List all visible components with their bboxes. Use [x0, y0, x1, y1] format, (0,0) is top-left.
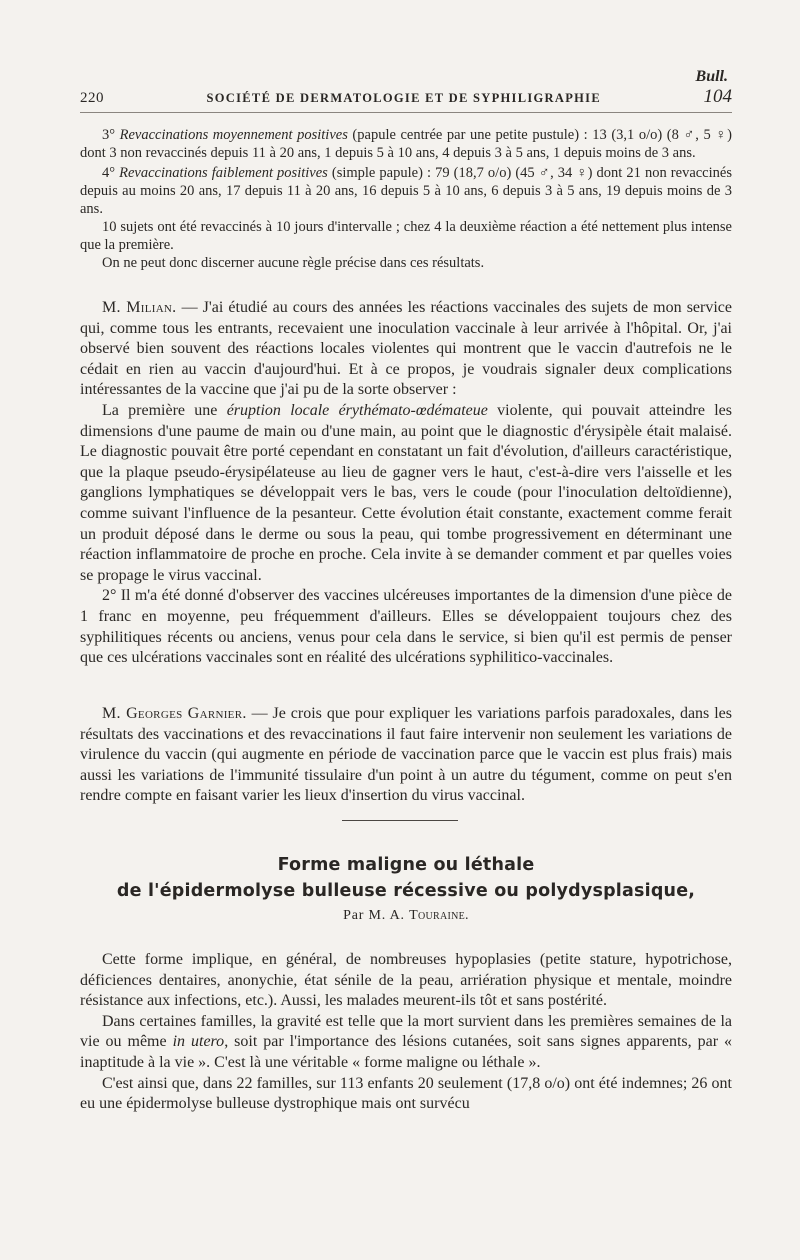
paragraph: C'est ainsi que, dans 22 familles, sur 113 enfants 20 seulement (17,8 o/o) ont été indemnes; 26 ont eu une épidermolyse bulleuse dystrophique mais ont survécu — [80, 1074, 732, 1113]
paragraph-text: La première une — [102, 401, 227, 419]
emphasis-text: in utero — [172, 1033, 225, 1051]
paragraph — [80, 704, 732, 807]
byline-prefix: Par M. A. — [343, 908, 410, 923]
result-item-4 — [80, 164, 732, 218]
paragraph — [80, 298, 732, 401]
paragraph-text: violente, qui pouvait atteindre les dimensions d'une paume de main ou d'une main, au point que le diagnostic d'érysipèle était malaisé. Le diagnostic pouvait être porté cependant en constatant un fait d'évolution, d'ailleurs caractéristique, que la plaque pseudo-érysipélateuse au lieu de gagner vers le haut, c'est-à-dire vers l'aisselle et les ganglions lymphatiques se développait vers le bas, vers le coude (pour l'inoculation deltoïdienne), comme suivant l'influence de la pesanteur. Cette évolution était constante, exactement comme ferait un produit déposé dans le derme ou sous la peau, qui tombe progressivement en déterminant une réaction inflammatoire de proche en proche. Cela invite à se demander comment et par quelles voies se propage le virus vaccinal. — [80, 401, 733, 584]
journal-title: SOCIÉTÉ DE DERMATOLOGIE ET DE SYPHILIGRAPHIE — [206, 91, 601, 105]
title-line: de l'épidermolyse bulleuse récessive ou polydysplasique, — [116, 881, 696, 901]
paragraph-text: — Je crois que pour expliquer les variations parfois paradoxales, dans les résultats des vaccinations et des revaccinations il faut faire intervenir non seulement les variations de virulence du vaccin (qui augmente en période de vaccination parce que le vaccin est plus frais) mais aussi les variations de l'immunité tissulaire d'un point à un autre du tégument, comme on peut s'en rendre compte en faisant varier les lieux d'insertion du virus vaccinal. — [80, 705, 732, 805]
article-title — [80, 852, 732, 904]
paragraph: Cette forme implique, en général, de nombreuses hypoplasies (petite stature, hypotrichose, déficiences dentaires, anonychie, état sénile de la peau, arriération physique et mentale, moindre résistance aux infections, etc.). Aussi, les malades meurent-ils tôt et sans postérité. — [80, 951, 732, 1010]
result-item-3 — [80, 126, 732, 162]
milian-section — [80, 298, 732, 669]
result-category: Revaccinations faiblement positives — [119, 165, 328, 181]
section-divider — [342, 820, 458, 821]
result-text: (papule centrée par une petite pustule) : 13 (3,1 o/o) (8 ♂, 5 ♀) dont 3 non revaccinés depuis 11 à 20 ans, 1 depuis 5 à 10 ans, 4 depuis 3 à 5 ans, 1 depuis moins de 3 ans. — [80, 127, 732, 161]
item-number: 3° — [102, 127, 120, 143]
paragraph-text: Dans certaines familles, la gravité est telle que la mort survient dans les premières semaines de la vie ou même — [80, 1012, 732, 1051]
paragraph-text: — J'ai étudié au cours des années les réactions vaccinales des sujets de mon service qui, comme tous les entrants, recevaient une inoculation vaccinale à leur arrivée à l'hôpital. Or, j'ai observé bien souvent des réactions locales violentes qui montrent que le vaccin d'autrefois ne le cédait en rien au vaccin d'aujourd'hui. Et à ce propos, je voudrais signaler deux complications intéressantes de la vaccine que j'ai pu de la sorte observer : — [80, 299, 733, 399]
byline — [80, 908, 732, 924]
item-number: 4° — [102, 165, 120, 181]
title-line: Forme maligne ou léthale — [277, 855, 535, 875]
paragraph-text: , soit par l'importance des lésions cutanées, soit sans signes apparents, par « inaptitude à la vie ». C'est là une véritable « forme maligne ou léthale ». — [80, 1033, 733, 1071]
article-body — [80, 950, 732, 1115]
result-conclusion: On ne peut donc discerner aucune règle précise dans ces résultats. — [102, 255, 485, 271]
garnier-section — [80, 704, 732, 807]
corner-note: Bull. — [695, 68, 728, 85]
folio-number: 104 — [703, 86, 732, 107]
result-category: Revaccinations moyennement positives — [119, 127, 348, 143]
paragraph — [80, 1012, 732, 1074]
running-head — [80, 86, 732, 108]
emphasis-text: éruption locale érythémato-œdémateue — [226, 401, 488, 419]
result-text: (simple papule) : 79 (18,7 o/o) (45 ♂, 34 ♀) dont 21 non revaccinés depuis au moins 20 ans, 17 depuis 11 à 20 ans, 16 depuis 5 à 10 ans, 6 depuis 3 à 5 ans, 19 depuis moins de 3 ans. — [80, 165, 732, 217]
speaker-name: M. Milian. — [102, 299, 177, 316]
result-note: 10 sujets ont été revaccinés à 10 jours d'intervalle ; chez 4 la deuxième réaction a été nettement plus intense que la première. — [80, 219, 732, 253]
paragraph — [80, 401, 732, 586]
page-number: 220 — [80, 90, 104, 106]
paragraph: 2° Il m'a été donné d'observer des vaccines ulcéreuses importantes de la dimension d'une pièce de 1 franc en moyenne, peu fréquemment d'ailleurs. Elles se développaient toujours chez des syphilitiques récents ou anciens, venus pour cela dans le service, si bien qu'il est permis de penser que ces ulcérations vaccinales sont en réalité des ulcérations syphilitico-vaccinales. — [80, 587, 732, 667]
results-section — [80, 126, 732, 272]
author-name: Touraine. — [409, 908, 469, 923]
speaker-name: M. Georges Garnier. — [102, 705, 247, 722]
header-rule — [80, 112, 732, 113]
